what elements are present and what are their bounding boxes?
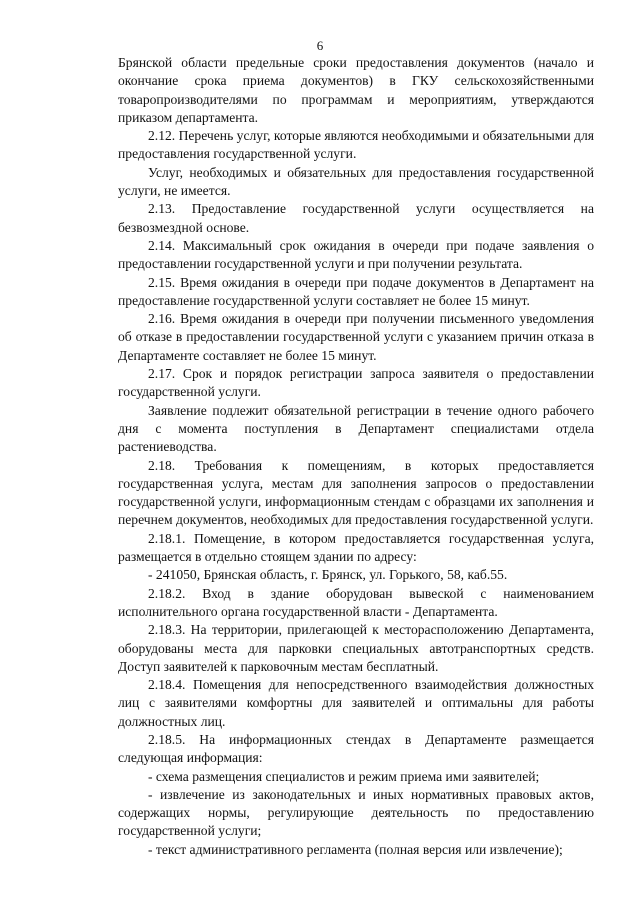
list-item-extract: - извлечение из законодательных и иных нормативных правовых актов, содержащих нормы, регулирующие деятельность по предоставлению государственной услуги;	[118, 786, 594, 839]
paragraph-2-18-2: 2.18.2. Вход в здание оборудован вывеской с наименованием исполнительного органа государственной власти - Департамента.	[118, 585, 594, 619]
paragraph-2-17: 2.17. Срок и порядок регистрации запроса заявителя о предоставлении государственной услуги.	[118, 366, 594, 400]
list-item-regulation-text: - текст административного регламента (полная версия или извлечение);	[148, 841, 563, 857]
paragraph-address: - 241050, Брянская область, г. Брянск, ул. Горького, 58, каб.55.	[148, 567, 508, 583]
paragraph-2-18: 2.18. Требования к помещениям, в которых предоставляется государственная услуга, местам для заполнения запросов о предоставлении государственной услуги, информационным стендам с образцами их заполнения и перечнем документов, необходимых для предоставления государственной услуги.	[118, 457, 594, 528]
paragraph-2-15: 2.15. Время ожидания в очереди при подаче документов в Департамент на предоставление государственной услуги составляет не более 15 минут.	[118, 274, 594, 308]
document-body	[118, 54, 594, 859]
paragraph-2-13: 2.13. Предоставление государственной услуги осуществляется на безвозмездной основе.	[118, 201, 594, 235]
page-number: 6	[316, 38, 324, 53]
paragraph-2-16: 2.16. Время ожидания в очереди при получении письменного уведомления об отказе в предоставлении государственной услуги с указанием причин отказа в Департаменте составляет не более 15 минут.	[118, 311, 594, 363]
paragraph-2-14: 2.14. Максимальный срок ожидания в очереди при подаче заявления о предоставлении государственной услуги и при получении результата.	[118, 237, 594, 272]
list-item-scheme: - схема размещения специалистов и режим приема ими заявителей;	[148, 768, 540, 784]
paragraph-2-18-4: 2.18.4. Помещения для непосредственного взаимодействия должностных лиц с заявителями комфортны для заявителей и оптимальны для работы должностных лиц.	[118, 677, 594, 729]
paragraph-2-12: 2.12. Перечень услуг, которые являются необходимыми и обязательными для предоставления государственной услуги.	[118, 128, 595, 162]
paragraph-2-18-3: 2.18.3. На территории, прилегающей к месторасположению Департамента, оборудованы места для парковки специальных автотранспортных средств. Доступ заявителей к парковочным местам бесплатный.	[118, 622, 594, 674]
paragraph-registration: Заявление подлежит обязательной регистрации в течение одного рабочего дня с момента поступления в Департамент специалистами отдела растениеводства.	[118, 402, 594, 455]
paragraph-continuation: Брянской области предельные сроки предоставления документов (начало и окончание срока приема документов) в ГКУ сельскохозяйственными товаропроизводителями по программам и мероприятиям, утверждаются приказом департамента.	[118, 55, 594, 125]
paragraph-no-required-services: Услуг, необходимых и обязательных для предоставления государственной услуги, не имеется.	[118, 164, 594, 199]
paragraph-2-18-5: 2.18.5. На информационных стендах в Департаменте размещается следующая информация:	[118, 731, 594, 766]
paragraph-2-18-1: 2.18.1. Помещение, в котором предоставляется государственная услуга, размещается в отдельно стоящем здании по адресу:	[118, 530, 594, 565]
